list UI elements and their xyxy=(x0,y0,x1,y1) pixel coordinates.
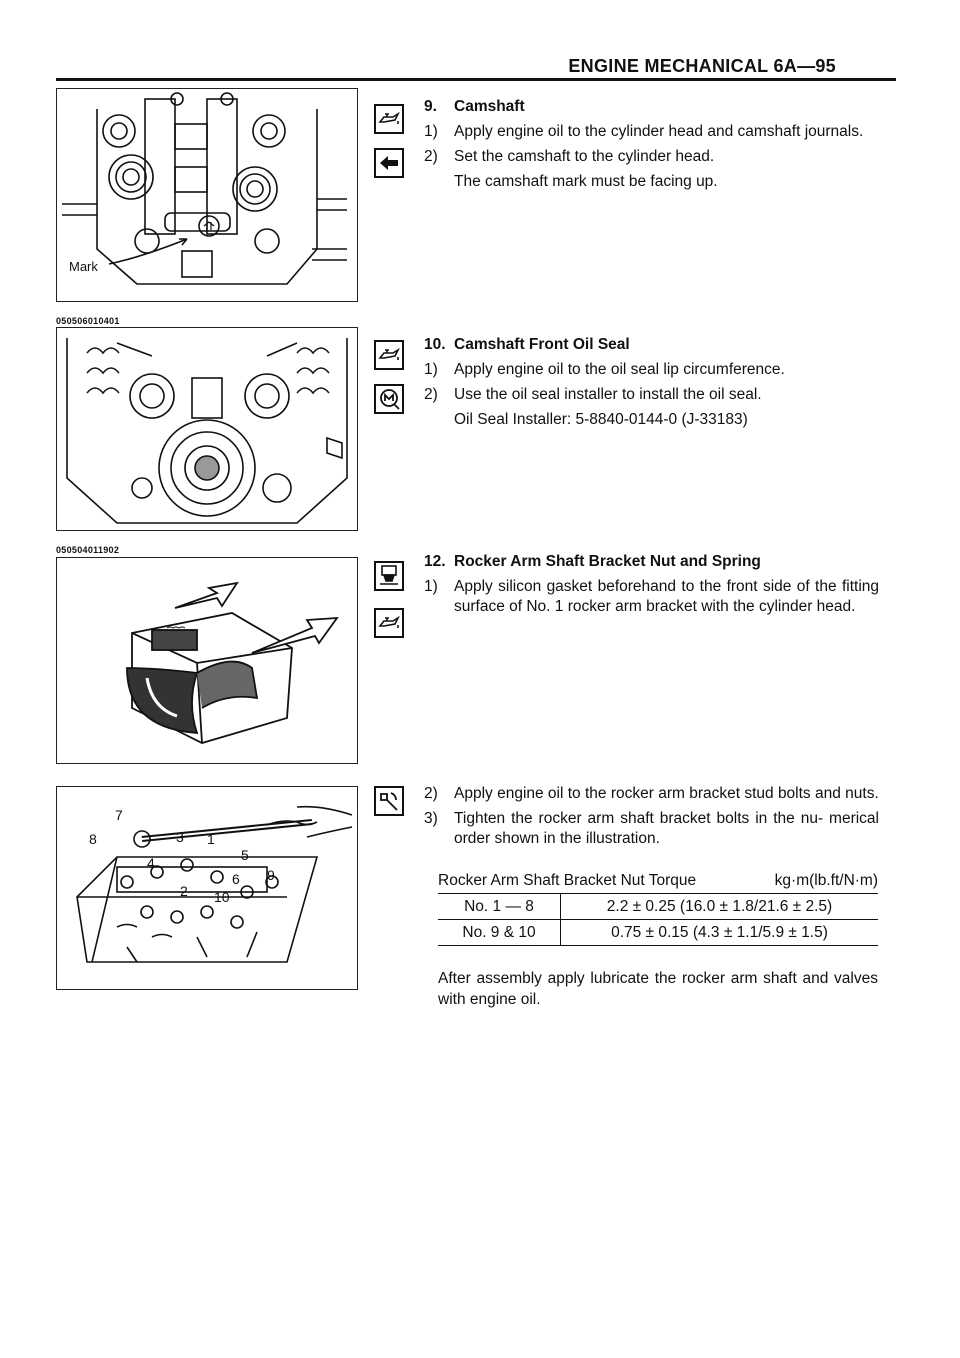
table-row xyxy=(438,920,878,946)
table-row xyxy=(438,894,878,920)
sealant-tube-icon xyxy=(374,561,404,591)
after-assembly-note: After assembly apply lubricate the rocker arm shaft and valves with engine oil. xyxy=(438,970,878,1008)
torque-label: Rocker Arm Shaft Bracket Nut Torque xyxy=(438,872,697,889)
step: 1) Apply engine oil to the cylinder head and camshaft journals. xyxy=(424,123,864,140)
order-number: 3 xyxy=(176,829,184,845)
order-number: 8 xyxy=(89,831,97,847)
value-cell: 0.75 ± 0.15 (4.3 ± 1.1/5.9 ± 1.5) xyxy=(561,920,879,946)
torque-table xyxy=(438,893,878,946)
order-number: 6 xyxy=(232,871,240,887)
install-arrow-icon xyxy=(374,148,404,178)
step: 2) Use the oil seal installer to install the oil seal. xyxy=(424,386,762,403)
order-number: 2 xyxy=(180,883,188,899)
order-number: 9 xyxy=(267,867,275,883)
oil-seal-section xyxy=(424,335,879,435)
torque-unit: kg·m(lb.ft/N·m) xyxy=(774,872,878,889)
page-header xyxy=(56,56,896,81)
mark-label: Mark xyxy=(69,259,98,274)
step: 2) Apply engine oil to the rocker arm bracket stud bolts and nuts. xyxy=(424,785,879,802)
section-title: 9. Camshaft xyxy=(424,98,525,115)
camshaft-section xyxy=(424,97,879,197)
step: 2) Set the camshaft to the cylinder head. xyxy=(424,148,715,165)
rocker-section xyxy=(424,552,879,622)
order-number: 1 xyxy=(207,831,215,847)
torque-caption xyxy=(438,872,878,890)
order-number: 4 xyxy=(147,855,155,871)
tightening-order-illustration xyxy=(56,786,358,990)
section-title: 12. Rocker Arm Shaft Bracket Nut and Spring xyxy=(424,553,761,570)
figure-code: 050504011902 xyxy=(56,545,120,555)
oil-can-icon xyxy=(374,340,404,370)
order-number: 10 xyxy=(214,889,230,905)
value-cell: 2.2 ± 0.25 (16.0 ± 1.8/21.6 ± 2.5) xyxy=(561,894,879,920)
special-tool-icon xyxy=(374,384,404,414)
page-title: ENGINE MECHANICAL 6A—95 xyxy=(568,56,836,76)
bolts-cell: No. 1 — 8 xyxy=(438,894,561,920)
step: 3) Tighten the rocker arm shaft bracket bolts in the nu- merical order shown in the illustration. xyxy=(424,810,879,847)
oil-can-icon xyxy=(374,104,404,134)
order-number: 5 xyxy=(241,847,249,863)
rocker-section-continued xyxy=(424,784,879,854)
camshaft-mark-illustration xyxy=(56,88,358,302)
section-title: 10. Camshaft Front Oil Seal xyxy=(424,336,630,353)
oil-can-icon xyxy=(374,608,404,638)
figure-code: 050506010401 xyxy=(56,316,120,326)
oil-seal-illustration xyxy=(56,327,358,531)
note: Oil Seal Installer: 5-8840-0144-0 (J-33183) xyxy=(454,411,748,428)
sealant-application-illustration xyxy=(56,557,358,764)
note: The camshaft mark must be facing up. xyxy=(454,173,718,190)
step: 1) Apply engine oil to the oil seal lip circumference. xyxy=(424,361,785,378)
order-number: 7 xyxy=(115,807,123,823)
torque-wrench-icon xyxy=(374,786,404,816)
step: 1) Apply silicon gasket beforehand to the front side of the fitting surface of No. 1 rocker arm bracket with the cylinder head. xyxy=(424,578,879,615)
bolts-cell: No. 9 & 10 xyxy=(438,920,561,946)
